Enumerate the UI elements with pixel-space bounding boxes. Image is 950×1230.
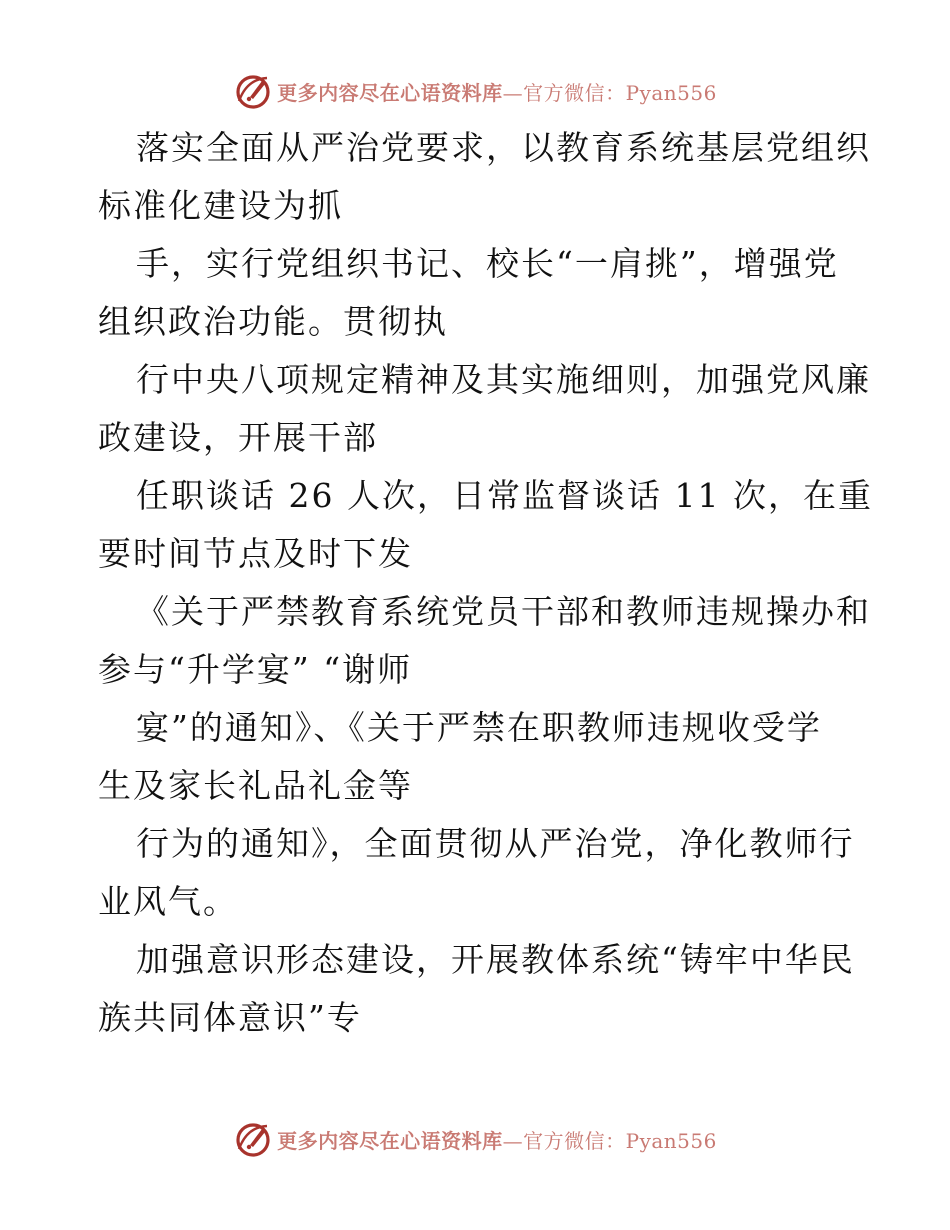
text-line: 要时间节点及时下发 <box>98 534 413 573</box>
text-line: 参与“升学宴” “谢师 <box>98 650 413 689</box>
text-line: 行为的通知》，全面贯彻从严治党，净化教师行 <box>136 824 855 863</box>
text-line: 组织政治功能。贯彻执 <box>98 302 448 341</box>
paragraph <box>98 931 858 1047</box>
text-line: 生及家长礼品礼金等 <box>98 766 413 805</box>
paragraph <box>98 699 858 815</box>
paragraph <box>98 583 871 699</box>
footer-watermark <box>0 1117 950 1161</box>
paragraph <box>98 119 871 235</box>
text-line: 业风气。 <box>98 882 238 921</box>
text-line: 宴”的通知》、《关于严禁在职教师违规收受学 <box>136 708 822 747</box>
banner-brand: 更多内容尽在心语资料库 <box>277 80 503 105</box>
text-line: 加强意识形态建设，开展教体系统“铸牢中华民 <box>136 940 855 979</box>
paragraph <box>98 235 858 351</box>
text-line: 《关于严禁教育系统党员干部和教师违规操办和 <box>136 592 871 631</box>
paragraph <box>98 815 858 931</box>
text-line: 手，实行党组织书记、校长“一肩挑”，增强党 <box>136 244 839 283</box>
text-line: 政建设，开展干部 <box>98 418 378 457</box>
banner-contact: 官方微信：Pyan556 <box>523 1128 717 1153</box>
pen-logo-icon <box>233 1119 273 1159</box>
text-line: 标准化建设为抓 <box>98 186 343 225</box>
banner-dash: — <box>502 1128 524 1153</box>
document-body <box>98 119 873 1047</box>
text-line: 任职谈话 26 人次，日常监督谈话 11 次，在重 <box>136 476 873 515</box>
text-line: 落实全面从严治党要求，以教育系统基层党组织 <box>136 128 871 167</box>
banner-contact: 官方微信：Pyan556 <box>523 80 717 105</box>
pen-logo-icon <box>233 71 273 111</box>
banner-dash: — <box>502 80 524 105</box>
header-watermark <box>0 69 950 113</box>
text-line: 族共同体意识”专 <box>98 998 362 1037</box>
paragraph <box>98 351 871 467</box>
text-line: 行中央八项规定精神及其实施细则，加强党风廉 <box>136 360 871 399</box>
banner-brand: 更多内容尽在心语资料库 <box>277 1128 503 1153</box>
paragraph <box>98 467 873 583</box>
